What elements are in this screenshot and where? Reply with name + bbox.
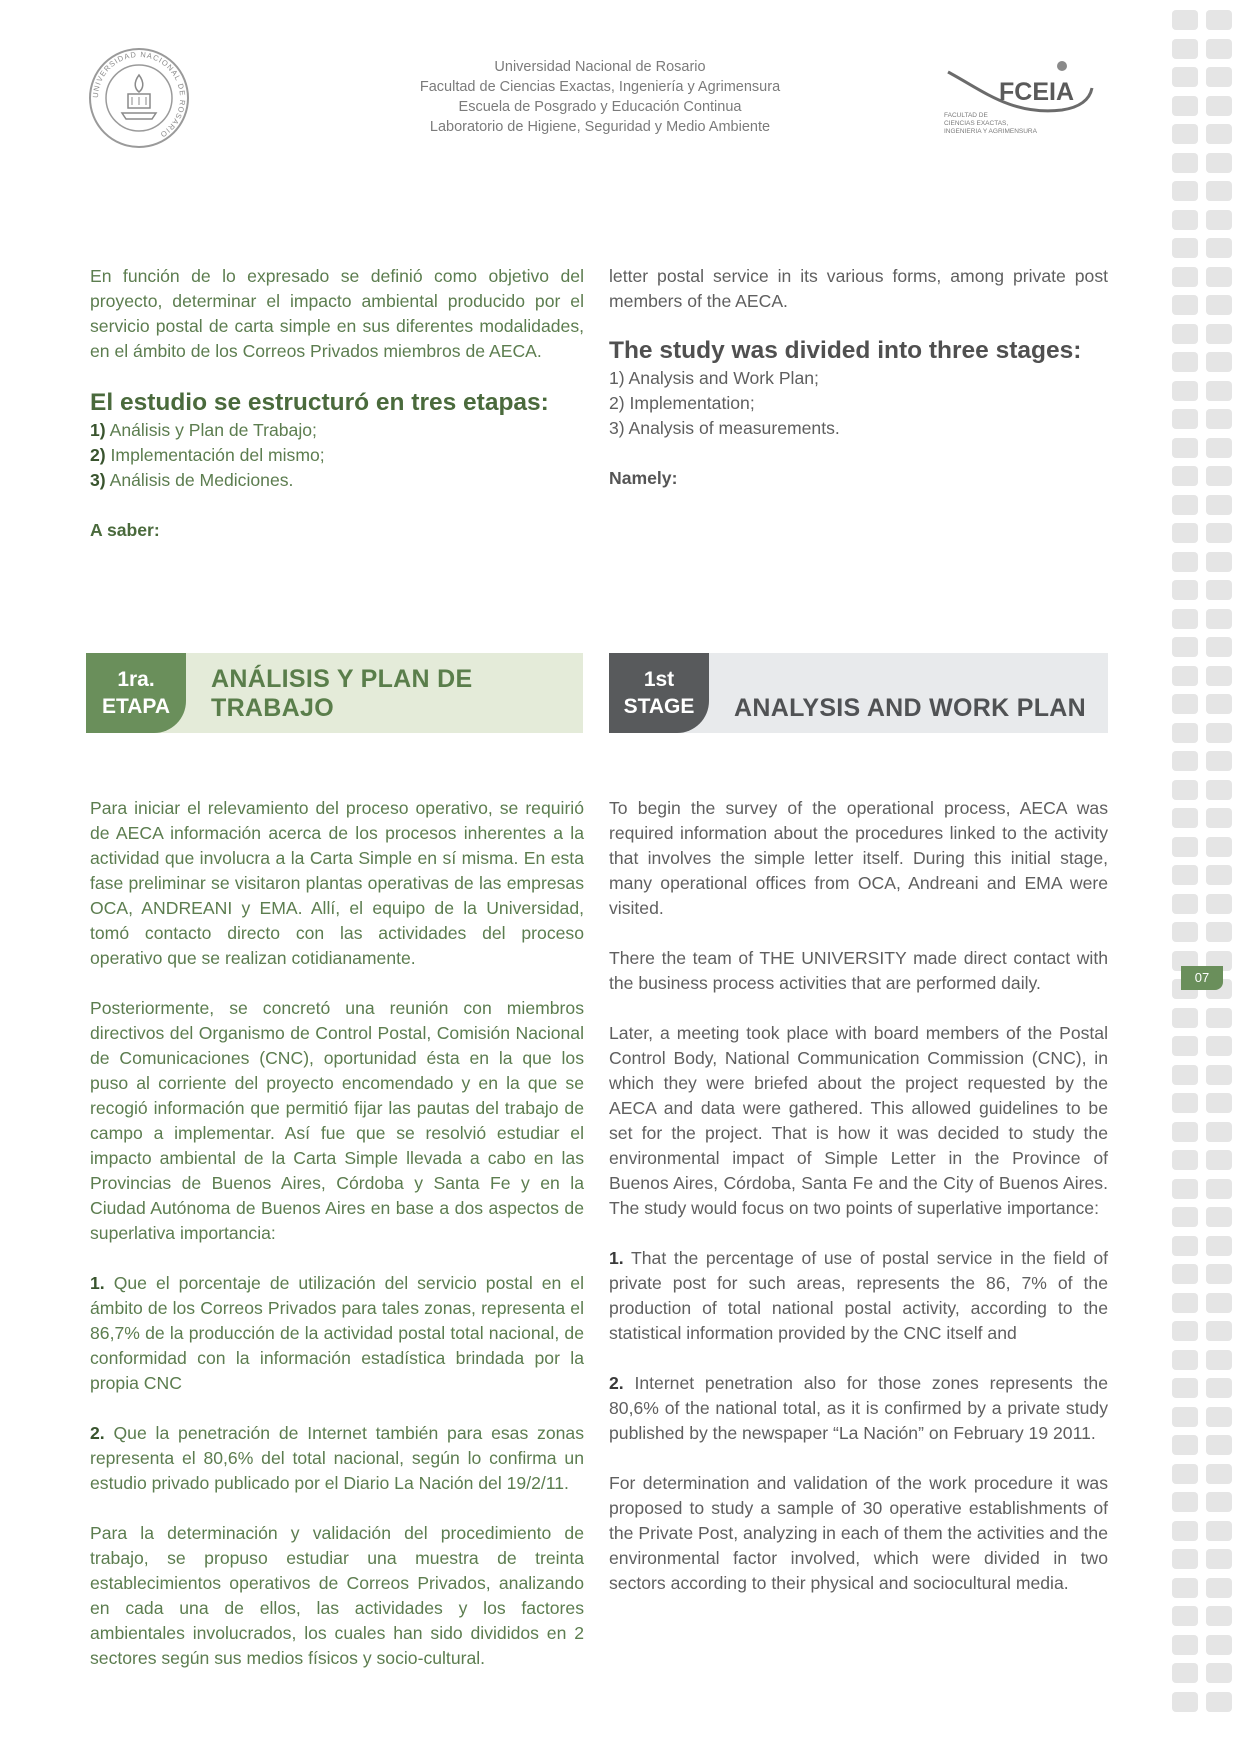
- header-institution: [380, 57, 820, 137]
- decoration-square: [1206, 96, 1232, 116]
- decoration-square: [1172, 1407, 1198, 1427]
- decoration-square: [1206, 609, 1232, 629]
- decoration-square: [1172, 1492, 1198, 1512]
- body-es-p3: Para la determinación y validación del procedimiento de trabajo, se propuso estudiar una muestra de treinta establecimientos operativos de Correos Privados, analizando en cada una de ellos, las actividades y los factores ambientales involucrados, los cuales han sido divididos en 2 sectores según sus medios físicos y socio-cultural.: [90, 1523, 584, 1668]
- stage-tag-number: 1ra.: [117, 668, 155, 691]
- decoration-row: [1172, 580, 1232, 600]
- decoration-row: [1172, 751, 1232, 771]
- decoration-row: [1172, 1093, 1232, 1113]
- decoration-row: [1172, 1350, 1232, 1370]
- decoration-square: [1206, 295, 1232, 315]
- decoration-square: [1172, 1236, 1198, 1256]
- decoration-square: [1172, 1036, 1198, 1056]
- body-en: [609, 796, 1108, 1596]
- header-line-faculty: Facultad de Ciencias Exactas, Ingeniería y Agrimensura: [419, 79, 781, 95]
- decoration-square: [1172, 609, 1198, 629]
- decoration-square: [1172, 780, 1198, 800]
- decoration-row: [1172, 780, 1232, 800]
- decoration-square: [1172, 381, 1198, 401]
- decoration-row: [1172, 1179, 1232, 1199]
- header-line-lab: Laboratorio de Higiene, Seguridad y Medio Ambiente: [429, 119, 771, 135]
- decoration-square: [1206, 894, 1232, 914]
- decoration-row: [1172, 1435, 1232, 1455]
- decoration-square: [1206, 39, 1232, 59]
- stage-list-item: 2) Implementation;: [609, 393, 755, 413]
- stage-list-item: 3) Análisis de Mediciones.: [90, 470, 294, 490]
- decoration-row: [1172, 1663, 1232, 1683]
- decoration-row: [1172, 324, 1232, 344]
- decoration-square: [1206, 1435, 1232, 1455]
- fceia-logo: [942, 60, 1102, 145]
- stage-title-es: ANÁLISIS Y PLAN DE TRABAJO: [211, 665, 473, 722]
- decoration-square: [1206, 381, 1232, 401]
- decoration-row: [1172, 1378, 1232, 1398]
- decoration-square: [1206, 1122, 1232, 1142]
- decoration-row: [1172, 1578, 1232, 1598]
- stage-list-item: 3) Analysis of measurements.: [609, 418, 840, 438]
- decoration-square: [1206, 723, 1232, 743]
- decoration-square: [1206, 124, 1232, 144]
- decoration-row: [1172, 922, 1232, 942]
- decoration-square: [1206, 1692, 1232, 1712]
- decoration-square: [1172, 1093, 1198, 1113]
- decoration-square: [1206, 324, 1232, 344]
- decoration-square: [1206, 153, 1232, 173]
- decoration-row: [1172, 1521, 1232, 1541]
- decoration-square: [1206, 1635, 1232, 1655]
- decoration-square: [1172, 922, 1198, 942]
- body-es-item2: 2. Que la penetración de Internet también para esas zonas representa el 80,6% del total nacional, según lo confirma un estudio privado publicado por el Diario La Nación del 19/2/11.: [90, 1423, 584, 1493]
- intro-en-namely: Namely:: [609, 468, 678, 488]
- fceia-sub-1: FACULTAD DE: [944, 112, 988, 119]
- decoration-square: [1206, 238, 1232, 258]
- decoration-row: [1172, 1150, 1232, 1170]
- stage-tag-number: 1st: [643, 668, 675, 691]
- decoration-square: [1172, 210, 1198, 230]
- stage-tag-label: ETAPA: [101, 695, 171, 718]
- decoration-square: [1206, 1008, 1232, 1028]
- decoration-square: [1206, 1179, 1232, 1199]
- decoration-square: [1206, 409, 1232, 429]
- decoration-row: [1172, 1293, 1232, 1313]
- decoration-square: [1172, 1521, 1198, 1541]
- decoration-square: [1172, 808, 1198, 828]
- body-en-p1: To begin the survey of the operational process, AECA was required information about the procedures linked to the activity that involves the simple letter itself. During this initial stage, many operational offices from OCA, Andreani and EMA were visited.: [609, 798, 1108, 918]
- body-es: [90, 796, 584, 1671]
- body-es-p2: Posteriormente, se concretó una reunión con miembros directivos del Organismo de Control Postal, Comisión Nacional de Comunicaciones (CNC), oportunidad ésta en la que los puso al corriente del proyecto encomendado y en la que se recogió información que permitió fijar las pautas del trabajo de campo a implementar. Así fue que se resolvió estudiar el impacto ambiental de la Carta Simple llevada a cabo en las Provincias de Buenos Aires, Córdoba y Santa Fe y en la Ciudad Autónoma de Buenos Aires en base a dos aspectos de superlativa importancia:: [90, 998, 584, 1243]
- decoration-row: [1172, 1464, 1232, 1484]
- decoration-square: [1172, 324, 1198, 344]
- decoration-row: [1172, 808, 1232, 828]
- intro-en: [609, 264, 1108, 491]
- decoration-square: [1206, 1065, 1232, 1085]
- decoration-square: [1206, 523, 1232, 543]
- decoration-square: [1206, 181, 1232, 201]
- decoration-square: [1172, 1264, 1198, 1284]
- decoration-square: [1206, 1150, 1232, 1170]
- decoration-row: [1172, 466, 1232, 486]
- decoration-square: [1206, 267, 1232, 287]
- intro-es-paragraph: En función de lo expresado se definió como objetivo del proyecto, determinar el impacto ambiental producido por el servicio postal de carta simple en sus diferentes modalidades, en el ámbito de los Correos Privados miembros de AECA.: [90, 266, 584, 361]
- decoration-square: [1172, 466, 1198, 486]
- decoration-square: [1206, 1521, 1232, 1541]
- decoration-square: [1172, 751, 1198, 771]
- decoration-square: [1206, 780, 1232, 800]
- decoration-square: [1172, 1350, 1198, 1370]
- intro-es-namely: A saber:: [90, 520, 160, 540]
- decoration-square: [1172, 10, 1198, 30]
- decoration-square: [1172, 1378, 1198, 1398]
- stage-list-item: 1) Analysis and Work Plan;: [609, 368, 819, 388]
- decoration-square: [1206, 552, 1232, 572]
- decoration-square: [1172, 181, 1198, 201]
- intro-en-paragraph: letter postal service in its various forms, among private post members of the AECA.: [609, 266, 1108, 311]
- university-seal: [88, 47, 190, 149]
- decoration-square: [1206, 1378, 1232, 1398]
- body-en-p2: There the team of THE UNIVERSITY made direct contact with the business process activities that are performed daily.: [609, 948, 1108, 993]
- decoration-square: [1172, 1549, 1198, 1569]
- decoration-square: [1206, 1578, 1232, 1598]
- decoration-row: [1172, 409, 1232, 429]
- decoration-square: [1172, 1065, 1198, 1085]
- decoration-square: [1206, 1293, 1232, 1313]
- intro-es-subhead: El estudio se estructuró en tres etapas:: [90, 389, 549, 416]
- decoration-square: [1172, 267, 1198, 287]
- decoration-square: [1206, 1321, 1232, 1341]
- decoration-square: [1206, 808, 1232, 828]
- decoration-square: [1172, 1606, 1198, 1626]
- body-en-p4: For determination and validation of the work procedure it was proposed to study a sample of 30 operative establishments of the Private Post, analyzing in each of them the activities and the environmental factor involved, which were divided in two sectors according to their physical and sociocultural media.: [609, 1473, 1108, 1593]
- header-line-university: Universidad Nacional de Rosario: [494, 59, 706, 75]
- decoration-square: [1206, 1093, 1232, 1113]
- decoration-square: [1172, 238, 1198, 258]
- decoration-square: [1172, 39, 1198, 59]
- decoration-square: [1172, 865, 1198, 885]
- seal-text: UNIVERSIDAD NACIONAL DE ROSARIO: [90, 49, 188, 140]
- header-line-school: Escuela de Posgrado y Educación Continua: [458, 99, 742, 115]
- decoration-square: [1206, 210, 1232, 230]
- stage-title-en: ANALYSIS AND WORK PLAN: [734, 694, 1086, 722]
- decoration-row: [1172, 352, 1232, 372]
- decoration-square: [1172, 1293, 1198, 1313]
- decoration-row: [1172, 1606, 1232, 1626]
- decoration-square: [1172, 1435, 1198, 1455]
- decoration-square: [1172, 352, 1198, 372]
- body-en-item2: 2. Internet penetration also for those zones represents the 80,6% of the national total, as it is confirmed by a private study published by the newspaper “La Nación” on February 19 2011.: [609, 1373, 1108, 1443]
- intro-en-subhead: The study was divided into three stages:: [609, 337, 1082, 364]
- decoration-square: [1206, 352, 1232, 372]
- decoration-row: [1172, 67, 1232, 87]
- decoration-square: [1172, 153, 1198, 173]
- decoration-square: [1172, 552, 1198, 572]
- decoration-row: [1172, 523, 1232, 543]
- decoration-square: [1206, 438, 1232, 458]
- decoration-row: [1172, 39, 1232, 59]
- decoration-row: [1172, 267, 1232, 287]
- decoration-row: [1172, 181, 1232, 201]
- stage-tag-label: STAGE: [623, 695, 695, 718]
- side-decoration: [1172, 10, 1232, 1720]
- intro-es: [90, 264, 584, 543]
- decoration-square: [1172, 1122, 1198, 1142]
- decoration-square: [1206, 865, 1232, 885]
- decoration-square: [1206, 1264, 1232, 1284]
- decoration-row: [1172, 609, 1232, 629]
- decoration-row: [1172, 1008, 1232, 1028]
- decoration-row: [1172, 1407, 1232, 1427]
- decoration-square: [1172, 1008, 1198, 1028]
- decoration-square: [1206, 10, 1232, 30]
- decoration-square: [1172, 1150, 1198, 1170]
- body-en-item1: 1. That the percentage of use of postal service in the field of private post for such areas, represents the 86, 7% of the production of total national postal activity, according to the statistical information provided by the CNC itself and: [609, 1248, 1108, 1343]
- decoration-row: [1172, 124, 1232, 144]
- decoration-square: [1206, 1036, 1232, 1056]
- decoration-square: [1206, 637, 1232, 657]
- decoration-square: [1206, 1606, 1232, 1626]
- page-number: 07: [1181, 966, 1223, 990]
- decoration-row: [1172, 865, 1232, 885]
- decoration-row: [1172, 96, 1232, 116]
- body-es-item1: 1. Que el porcentaje de utilización del servicio postal en el ámbito de los Correos Privados para tales zonas, representa el 86,7% de la producción de la actividad postal total nacional, de conformidad con la información estadística brindada por la propia CNC: [90, 1273, 584, 1393]
- decoration-row: [1172, 153, 1232, 173]
- decoration-square: [1172, 1464, 1198, 1484]
- fceia-wordmark: FCEIA: [999, 78, 1074, 106]
- stage-banner-es: [86, 653, 583, 733]
- decoration-square: [1206, 67, 1232, 87]
- decoration-row: [1172, 666, 1232, 686]
- decoration-row: [1172, 637, 1232, 657]
- decoration-row: [1172, 837, 1232, 857]
- decoration-square: [1206, 580, 1232, 600]
- decoration-row: [1172, 1321, 1232, 1341]
- decoration-row: [1172, 1635, 1232, 1655]
- fceia-sub-2: CIENCIAS EXACTAS,: [944, 120, 1009, 127]
- decoration-square: [1172, 495, 1198, 515]
- decoration-square: [1206, 1492, 1232, 1512]
- decoration-square: [1172, 409, 1198, 429]
- decoration-square: [1172, 1692, 1198, 1712]
- decoration-square: [1172, 1635, 1198, 1655]
- decoration-square: [1206, 1663, 1232, 1683]
- decoration-square: [1206, 694, 1232, 714]
- decoration-row: [1172, 1264, 1232, 1284]
- decoration-row: [1172, 295, 1232, 315]
- decoration-square: [1172, 1663, 1198, 1683]
- decoration-square: [1172, 1179, 1198, 1199]
- decoration-square: [1206, 837, 1232, 857]
- stage-tag-en: [609, 653, 709, 733]
- decoration-square: [1206, 466, 1232, 486]
- decoration-row: [1172, 381, 1232, 401]
- decoration-square: [1172, 295, 1198, 315]
- decoration-square: [1172, 1321, 1198, 1341]
- decoration-row: [1172, 1236, 1232, 1256]
- decoration-square: [1172, 67, 1198, 87]
- decoration-row: [1172, 894, 1232, 914]
- body-es-p1: Para iniciar el relevamiento del proceso operativo, se requirió de AECA información acerca de los procesos inherentes a la actividad que involucra a la Carta Simple en sí misma. En esta fase preliminar se visitaron plantas operativas de las empresas OCA, ANDREANI y EMA. Allí, el equipo de la Universidad, tomó contacto directo con las actividades del proceso operativo que se realizan cotidianamente.: [90, 798, 584, 968]
- decoration-row: [1172, 1549, 1232, 1569]
- decoration-row: [1172, 1122, 1232, 1142]
- decoration-square: [1206, 1207, 1232, 1227]
- decoration-square: [1206, 1549, 1232, 1569]
- decoration-square: [1206, 1407, 1232, 1427]
- stage-tag-es: [86, 653, 186, 733]
- decoration-row: [1172, 1207, 1232, 1227]
- decoration-row: [1172, 1036, 1232, 1056]
- fceia-sub-3: INGENIERIA Y AGRIMENSURA: [944, 128, 1037, 135]
- decoration-square: [1172, 723, 1198, 743]
- decoration-square: [1172, 1207, 1198, 1227]
- decoration-row: [1172, 694, 1232, 714]
- decoration-square: [1172, 1578, 1198, 1598]
- decoration-square: [1206, 1350, 1232, 1370]
- body-en-p3: Later, a meeting took place with board members of the Postal Control Body, National Communication Commission (CNC), in which they were briefed about the project requested by the AECA and data were gathered. This allowed guidelines to be set for the project. That is how it was decided to study the environmental impact of Simple Letter in the Province of Buenos Aires, Córdoba, Santa Fe and the City of Buenos Aires. The study would focus on two points of superlative importance:: [609, 1023, 1108, 1218]
- decoration-row: [1172, 438, 1232, 458]
- decoration-square: [1172, 96, 1198, 116]
- decoration-square: [1172, 666, 1198, 686]
- stage-list-item: 1) Análisis y Plan de Trabajo;: [90, 420, 317, 440]
- decoration-row: [1172, 238, 1232, 258]
- decoration-row: [1172, 1065, 1232, 1085]
- decoration-square: [1206, 495, 1232, 515]
- decoration-square: [1206, 666, 1232, 686]
- decoration-square: [1206, 1464, 1232, 1484]
- decoration-square: [1172, 523, 1198, 543]
- decoration-square: [1172, 694, 1198, 714]
- decoration-square: [1172, 580, 1198, 600]
- decoration-row: [1172, 210, 1232, 230]
- decoration-row: [1172, 723, 1232, 743]
- decoration-square: [1206, 1236, 1232, 1256]
- decoration-square: [1172, 124, 1198, 144]
- decoration-square: [1206, 922, 1232, 942]
- decoration-square: [1172, 438, 1198, 458]
- decoration-row: [1172, 552, 1232, 572]
- decoration-square: [1172, 837, 1198, 857]
- decoration-square: [1206, 751, 1232, 771]
- stage-banner-en: [609, 653, 1108, 733]
- stage-list-item: 2) Implementación del mismo;: [90, 445, 325, 465]
- decoration-row: [1172, 10, 1232, 30]
- decoration-row: [1172, 1492, 1232, 1512]
- decoration-square: [1172, 637, 1198, 657]
- decoration-row: [1172, 495, 1232, 515]
- decoration-square: [1172, 894, 1198, 914]
- decoration-row: [1172, 1692, 1232, 1712]
